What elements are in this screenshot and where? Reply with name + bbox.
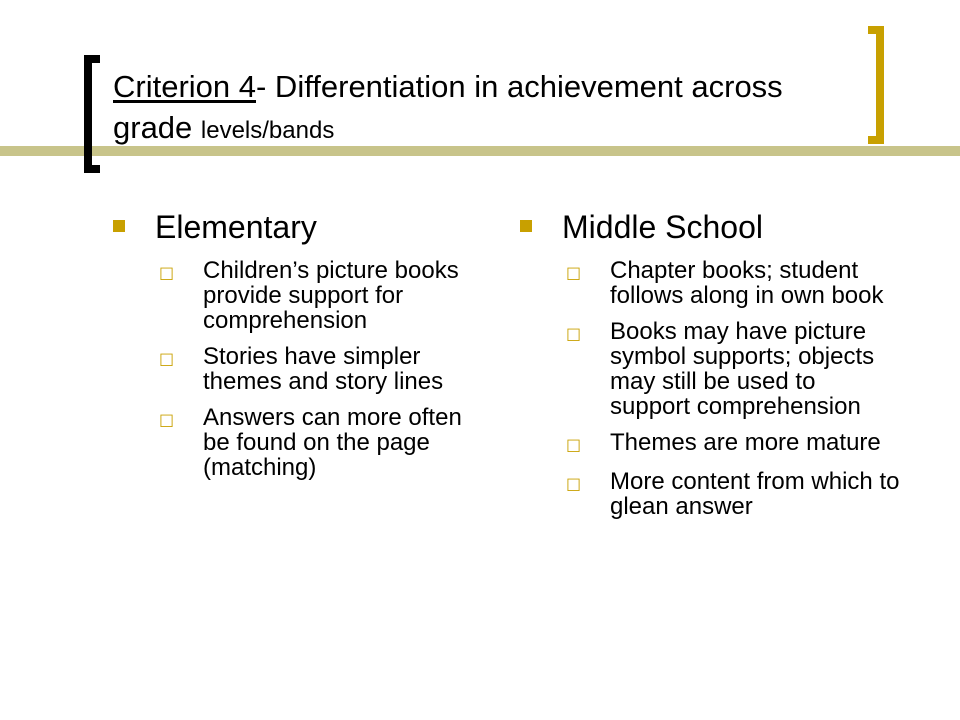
checkbox-bullet-icon: □ (159, 410, 175, 429)
list-item-text: Stories have simpler themes and story lines (203, 343, 444, 395)
list-item-text: Children’s picture books provide support for comprehension (203, 257, 459, 334)
list-item-text: Answers can more often be found on the page (matching) (203, 404, 462, 481)
checkbox-bullet-icon: □ (566, 263, 582, 282)
checkbox-bullet-icon: □ (159, 263, 175, 282)
list-item (566, 469, 900, 519)
column-elementary (113, 206, 485, 491)
list-item-text: Themes are more mature (610, 429, 881, 456)
right-bracket-decoration (868, 26, 884, 144)
list-item (566, 319, 900, 419)
list-item-text: Books may have picture symbol supports; objects may still be used to support comprehension (610, 318, 875, 420)
square-bullet-icon (113, 220, 125, 232)
heading-middle-school-label: Middle School (562, 209, 763, 245)
title-criterion: Criterion 4 (113, 69, 256, 104)
left-bracket-decoration (84, 55, 100, 173)
checkbox-bullet-icon: □ (566, 324, 582, 343)
title-levels: levels/bands (200, 117, 335, 144)
list-item (159, 344, 485, 394)
heading-middle-school (520, 206, 900, 248)
list-item (566, 430, 900, 458)
heading-elementary (113, 206, 485, 248)
list-item (159, 405, 485, 480)
checkbox-bullet-icon: □ (159, 349, 175, 368)
column-middle-school (520, 206, 900, 530)
square-bullet-icon (520, 220, 532, 232)
slide-title (113, 66, 833, 151)
list-item-text: More content from which to glean answer (610, 468, 900, 520)
list-item (566, 258, 900, 308)
list-item (159, 258, 485, 333)
title-main: - Differentiation in achievement across grade (113, 69, 783, 145)
heading-elementary-label: Elementary (155, 209, 317, 245)
list-item-text: Chapter books; student follows along in own book (610, 257, 884, 309)
checkbox-bullet-icon: □ (566, 474, 582, 493)
checkbox-bullet-icon: □ (566, 435, 582, 454)
